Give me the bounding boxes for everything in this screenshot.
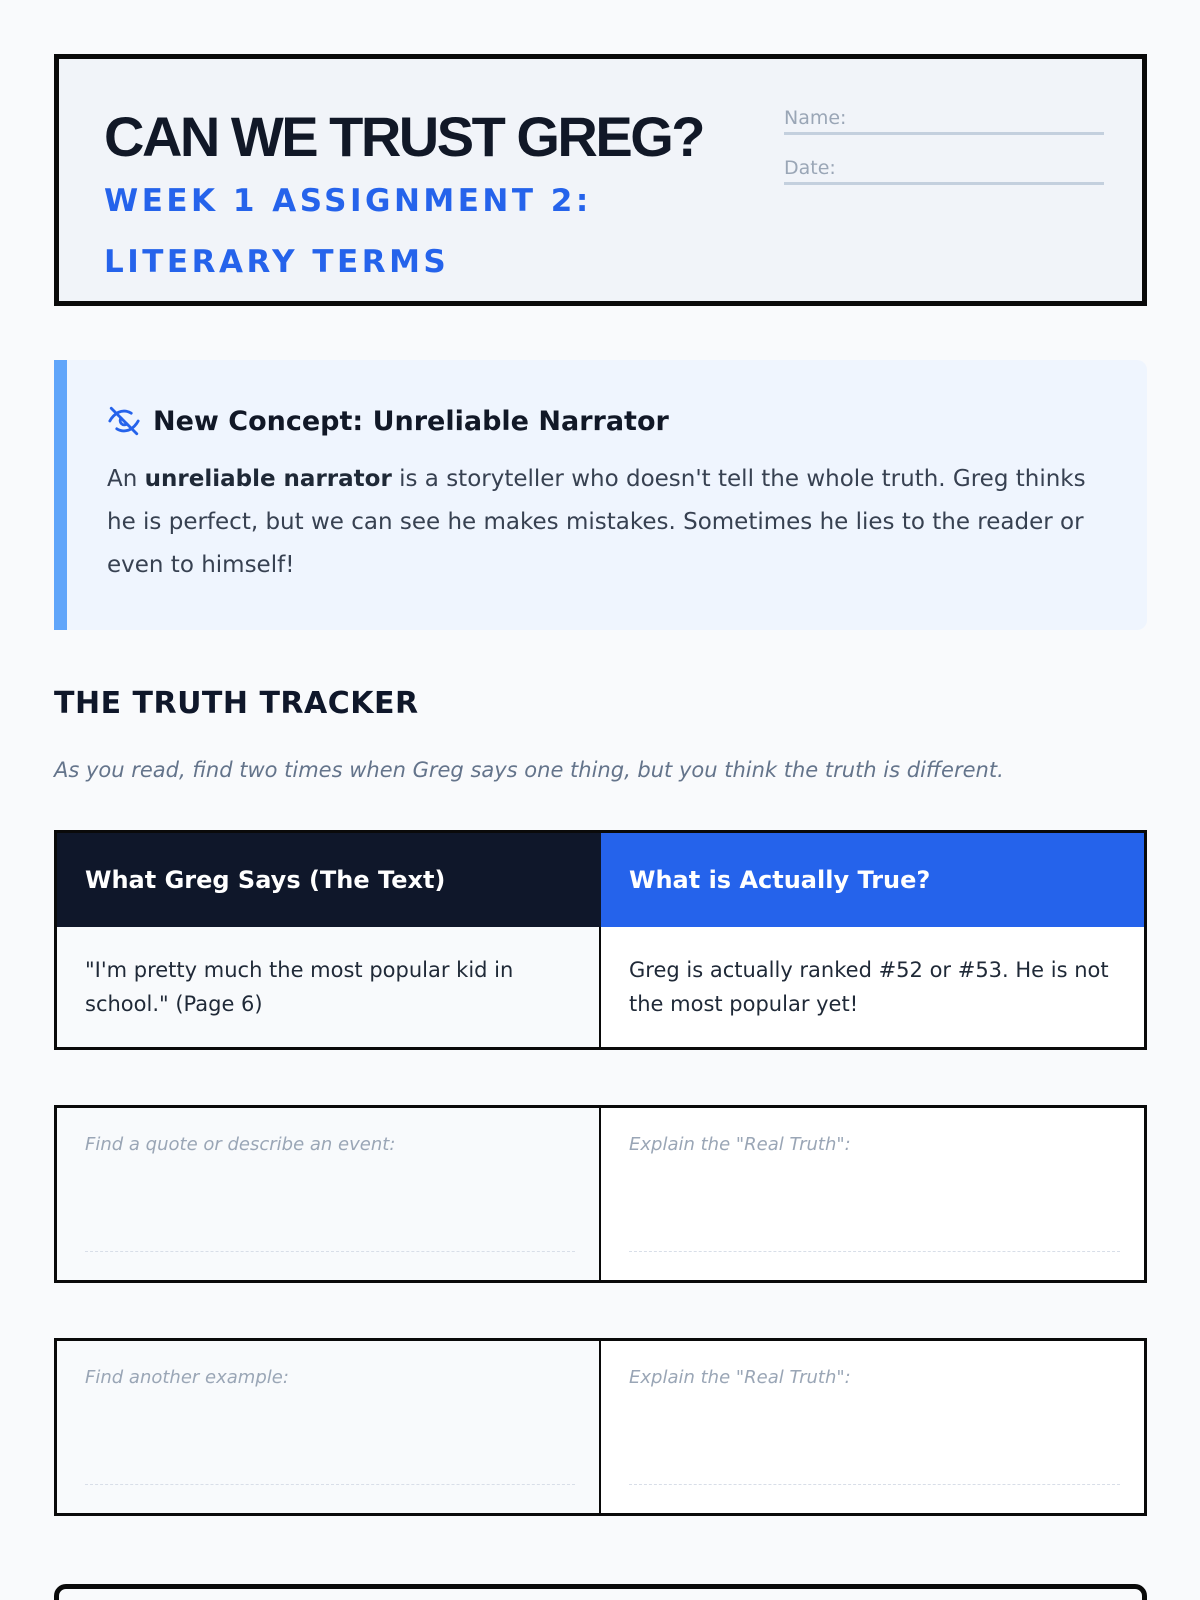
section-title: THE TRUTH TRACKER [54, 686, 419, 721]
answer-1-says-prompt: Find a quote or describe an event: [85, 1134, 396, 1155]
concept-body-prefix: An [107, 466, 145, 492]
answer-line [85, 1251, 575, 1252]
answer-1-truth-prompt: Explain the "Real Truth": [629, 1134, 851, 1155]
answer-row-2 [54, 1338, 1147, 1516]
answer-row-1 [54, 1105, 1147, 1283]
answer-line [629, 1251, 1120, 1252]
answer-2-says-prompt: Find another example: [85, 1367, 289, 1388]
column-header-truth: What is Actually True? [601, 833, 1144, 927]
name-label: Name: [784, 107, 847, 129]
answer-line [629, 1484, 1120, 1485]
page-title: CAN WE TRUST GREG? [104, 105, 703, 168]
instructions: As you read, find two times when Greg says one thing, but you think the truth is different. [54, 758, 1004, 782]
concept-box [54, 360, 1147, 630]
concept-body [107, 458, 1107, 587]
name-field[interactable] [784, 107, 1104, 135]
concept-body-suffix: is a storyteller who doesn't tell the whole truth. Greg thinks he is perfect, but we can see he makes mistakes. Sometimes he lies to the reader or even to himself! [107, 466, 1086, 578]
concept-term: unreliable narrator [144, 466, 392, 492]
answer-2-says-field[interactable] [57, 1341, 601, 1513]
concept-title: New Concept: Unreliable Narrator [153, 405, 669, 437]
eye-off-icon [107, 404, 141, 438]
next-section-card [54, 1584, 1147, 1600]
answer-1-says-field[interactable] [57, 1108, 601, 1280]
date-field[interactable] [784, 157, 1104, 185]
answer-2-truth-field[interactable] [601, 1341, 1144, 1513]
page-subtitle: WEEK 1 ASSIGNMENT 2: LITERARY TERMS [104, 183, 592, 280]
example-truth-cell: Greg is actually ranked #52 or #53. He is not the most popular yet! [601, 927, 1144, 1047]
concept-header [107, 404, 669, 438]
answer-2-truth-prompt: Explain the "Real Truth": [629, 1367, 851, 1388]
header-card [54, 54, 1147, 306]
date-label: Date: [784, 157, 836, 179]
column-header-says: What Greg Says (The Text) [57, 833, 601, 927]
example-says-cell: "I'm pretty much the most popular kid in school." (Page 6) [57, 927, 601, 1047]
answer-1-truth-field[interactable] [601, 1108, 1144, 1280]
answer-line [85, 1484, 575, 1485]
truth-tracker-table [54, 830, 1147, 1050]
